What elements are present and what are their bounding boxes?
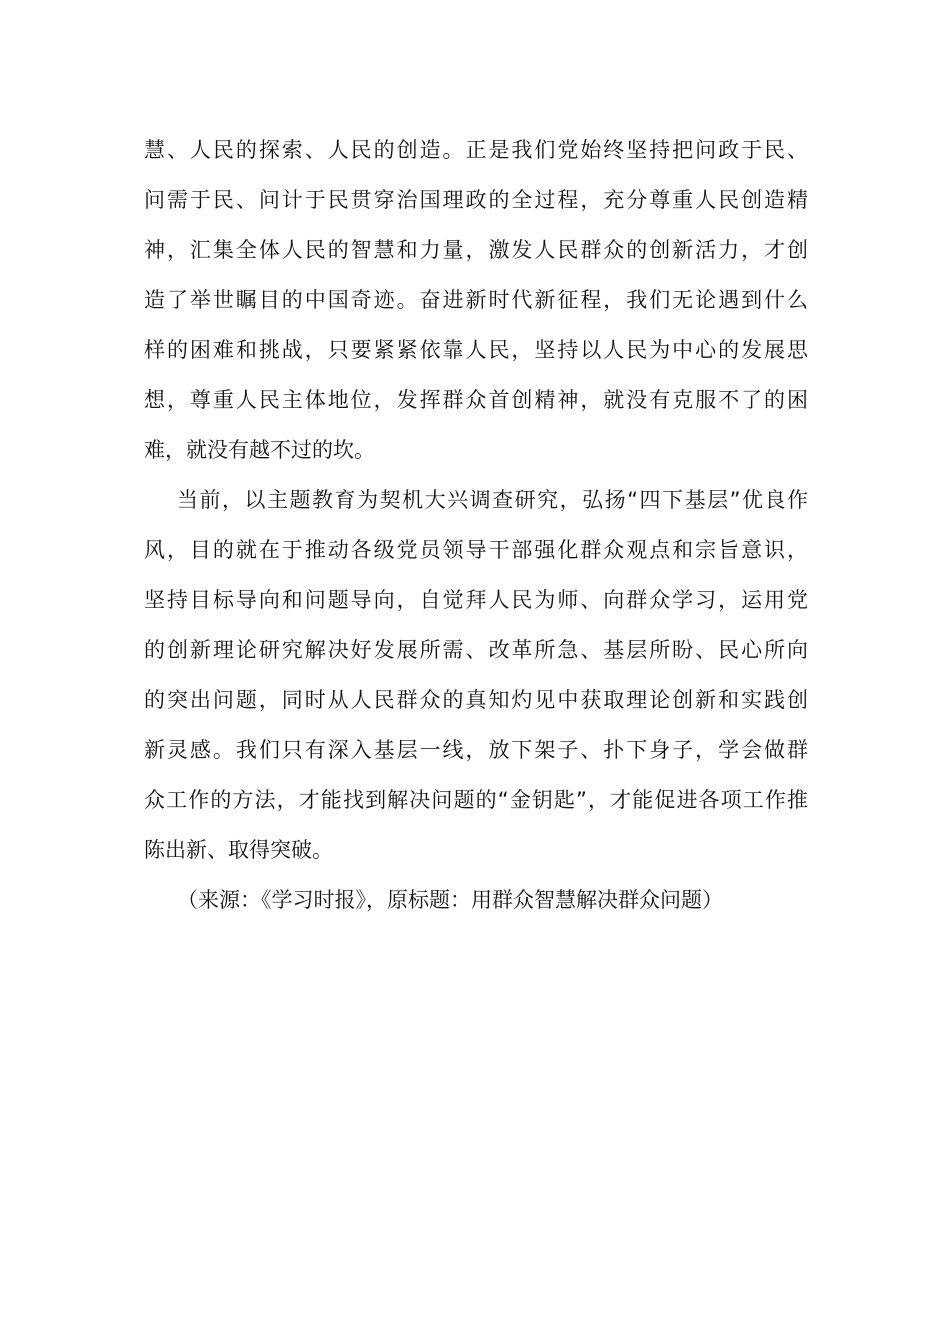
paragraph-2-line-4: 的创新理论研究解决好发展所需、改革所急、基层所盼、民心所向 bbox=[144, 638, 808, 662]
paragraph-1-line-4: 造了举世瞩目的中国奇迹。奋进新时代新征程，我们无论遇到什么 bbox=[144, 288, 808, 312]
paragraph-2-line-1: 当前，以主题教育为契机大兴调查研究，弘扬“四下基层”优良作 bbox=[177, 488, 808, 512]
paragraph-2-line-2: 风，目的就在于推动各级党员领导干部强化群众观点和宗旨意识， bbox=[144, 538, 808, 562]
paragraph-1-line-5: 样的困难和挑战，只要紧紧依靠人民，坚持以人民为中心的发展思 bbox=[144, 338, 808, 362]
article-body bbox=[144, 125, 808, 925]
paragraph-1-line-1: 慧、人民的探索、人民的创造。正是我们党始终坚持把问政于民、 bbox=[144, 138, 808, 162]
paragraph-1-line-6: 想，尊重人民主体地位，发挥群众首创精神，就没有克服不了的困 bbox=[144, 388, 808, 412]
paragraph-2-line-7: 众工作的方法，才能找到解决问题的“金钥匙”，才能促进各项工作推 bbox=[144, 788, 808, 812]
paragraph-2-line-5: 的突出问题，同时从人民群众的真知灼见中获取理论创新和实践创 bbox=[144, 688, 808, 712]
paragraph-2-line-3: 坚持目标导向和问题导向，自觉拜人民为师、向群众学习，运用党 bbox=[144, 588, 808, 612]
paragraph-1-line-7: 难，就没有越不过的坎。 bbox=[144, 438, 375, 462]
paragraph-1-line-3: 神，汇集全体人民的智慧和力量，激发人民群众的创新活力，才创 bbox=[144, 238, 808, 262]
paragraph-2-line-8: 陈出新、取得突破。 bbox=[144, 838, 333, 862]
source-attribution: （来源：《学习时报》，原标题：用群众智慧解决群众问题） bbox=[177, 888, 723, 912]
paragraph-2-line-6: 新灵感。我们只有深入基层一线，放下架子、扑下身子，学会做群 bbox=[144, 738, 808, 762]
paragraph-1-line-2: 问需于民、问计于民贯穿治国理政的全过程，充分尊重人民创造精 bbox=[144, 188, 808, 212]
